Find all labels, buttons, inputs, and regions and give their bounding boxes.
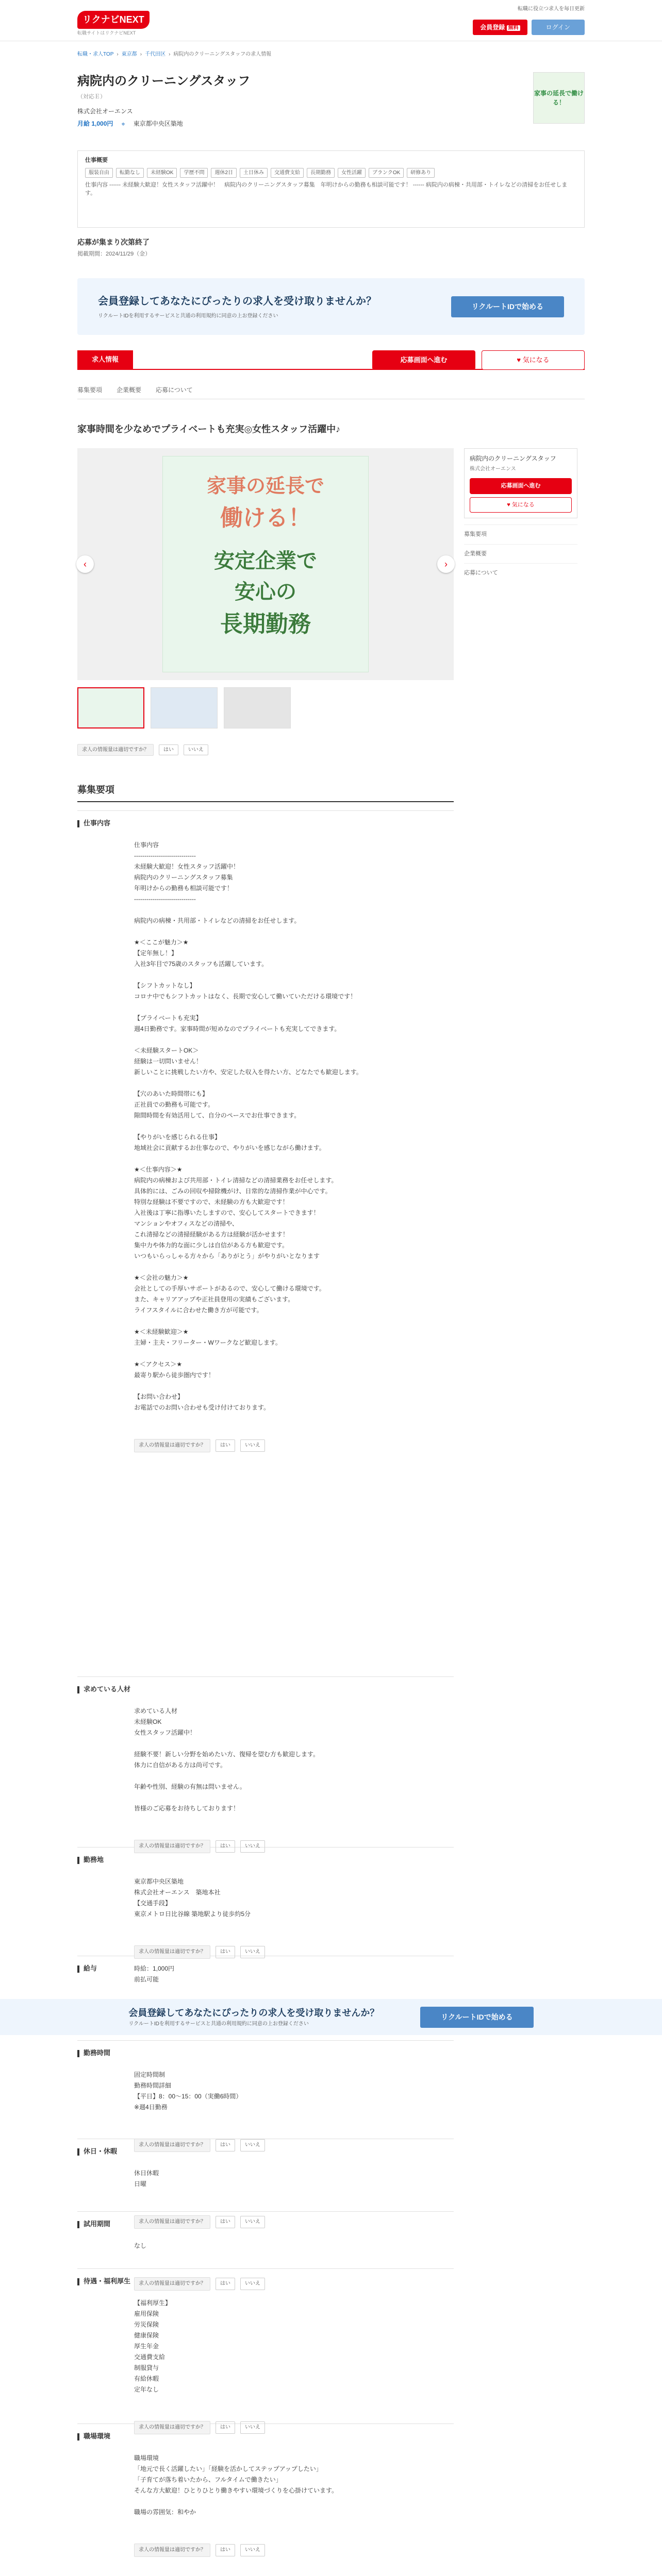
- feedback-question: 求人の情報量は適切ですか？: [77, 744, 154, 756]
- feedback-no[interactable]: いいえ: [240, 2544, 265, 2556]
- sidebar-company: 株式会社オーエンス: [470, 466, 516, 472]
- hero-image: [162, 456, 369, 672]
- breadcrumb-current: 病院内のクリーニングスタッフの求人情報: [173, 52, 272, 57]
- job-subtitle: （対応Ｅ）: [77, 94, 106, 100]
- banner-note: リクルートIDを利用するサービスと共通の利用規約に同意の上お登録ください: [98, 313, 278, 319]
- requirements-section-cont: [77, 2040, 454, 2553]
- heart-icon: ♥: [517, 356, 521, 364]
- row-text: 職場環境 「地元で長く活躍したい」「経験を活かしてステップアップしたい」 「子育てが落ち着いたから、フルタイムで働きたい」 そんな方大歓迎！ひとりひとり働きやすい環境づくりを心掛けています。 職場の雰囲気：和やか: [134, 2454, 338, 2516]
- feedback-no[interactable]: いいえ: [240, 1439, 265, 1452]
- apply-button[interactable]: 応募画面へ進む: [372, 350, 475, 370]
- floating-banner: [0, 1999, 662, 2035]
- breadcrumb: [77, 50, 271, 58]
- next-slide-icon[interactable]: ›: [437, 555, 455, 573]
- breadcrumb-sep: ›: [140, 52, 142, 57]
- req-row-hours: [77, 2040, 454, 2148]
- hero-line: 働ける！: [220, 505, 311, 531]
- feedback-question: 求人の情報量は適切ですか？: [134, 2139, 210, 2152]
- tag: 女性活躍: [338, 168, 366, 178]
- sidebar-title: 病院内のクリーニングスタッフ: [470, 455, 556, 462]
- hero-line: 長期勤務: [220, 612, 311, 637]
- row-text: 求めている人材 未経験OK 女性スタッフ活躍中！ 経験不要！新しい分野を始めたい方、復帰を望む方も歓迎します。 体力に自信がある方は尚可です。 年齢や性別、経験の有無は問いません。 皆様のご応募をお待ちしております！: [134, 1707, 320, 1812]
- req-row-person: [77, 1676, 454, 1847]
- feedback-bar: [134, 2544, 454, 2557]
- site-header: [0, 0, 662, 41]
- thumbnail-strip: [77, 687, 585, 728]
- req-row-job: [77, 810, 454, 1676]
- floating-banner-title: 会員登録してあなたにぴったりの求人を受け取りませんか？: [128, 2008, 379, 2018]
- row-text: 東京都中央区築地 株式会社オーエンス 築地本社 【交通手段】 東京メトロ日比谷線 築地駅より徒歩約5分: [134, 1878, 251, 1918]
- sidebar-card: [464, 448, 577, 518]
- row-label: 試用期間: [77, 2212, 134, 2268]
- tab-bar: [77, 350, 585, 370]
- row-text: なし: [134, 2242, 147, 2249]
- tag: 長期勤務: [307, 168, 335, 178]
- member-banner: [77, 278, 585, 335]
- requirements-section: [77, 783, 454, 1997]
- hero-line: 安心の: [235, 581, 296, 603]
- req-row-environment: [77, 2424, 454, 2553]
- slide-thumbnail[interactable]: [77, 687, 144, 728]
- feedback-no[interactable]: いいえ: [240, 1946, 265, 1958]
- keep-button[interactable]: [482, 350, 585, 370]
- logo-text: リクナビNEXT: [77, 11, 150, 29]
- row-text: 時給：1,000円 前払可能: [134, 1965, 175, 1983]
- keep-label: 気になる: [522, 356, 550, 364]
- register-badge: 無料: [507, 25, 520, 31]
- tab-apply[interactable]: 応募について: [156, 386, 193, 394]
- logo-sub: 転職サイトはリクナビNEXT: [77, 30, 136, 36]
- feedback-no[interactable]: いいえ: [184, 744, 208, 755]
- posted-date: 掲載期間：2024/11/29（金）: [77, 251, 151, 257]
- feedback-question: 求人の情報量は適切ですか？: [134, 1439, 210, 1452]
- slide-thumbnail[interactable]: [151, 687, 218, 728]
- floating-banner-note: リクルートIDを利用するサービスと共通の利用規約に同意の上お登録ください: [128, 2021, 309, 2027]
- feedback-question: 求人の情報量は適切ですか？: [134, 2421, 210, 2434]
- row-text: 【福利厚生】 雇用保険 労災保険 健康保険 厚生年金 交通費支給 制服貸与 有給休暇 定年なし: [134, 2299, 172, 2393]
- feedback-no[interactable]: いいえ: [240, 2216, 265, 2228]
- feedback-bar: [77, 744, 585, 756]
- feedback-yes[interactable]: はい: [216, 2216, 235, 2228]
- keep-label: 気になる: [511, 501, 535, 508]
- breadcrumb-sep: ›: [169, 52, 171, 57]
- feedback-yes[interactable]: はい: [216, 2421, 235, 2434]
- feedback-question: 求人の情報量は適切ですか？: [134, 1945, 210, 1959]
- row-label: 仕事内容: [77, 811, 134, 1676]
- tag: 未経験OK: [147, 168, 177, 178]
- req-row-location: [77, 1847, 454, 1956]
- row-text: 固定時間制 勤務時間詳細 【平日】8：00～15：00（実働6時間） ※週4日勤務: [134, 2071, 242, 2111]
- feedback-yes[interactable]: はい: [216, 2139, 235, 2151]
- hero-line: 家事の延長で: [206, 476, 324, 497]
- prev-slide-icon[interactable]: ‹: [76, 555, 94, 573]
- feedback-yes[interactable]: はい: [216, 1946, 235, 1958]
- row-text: 仕事内容 ------------------------------ 未経験大歓迎！女性スタッフ活躍中！ 病院内のクリーニングスタッフ募集 年明けからの勤務も相談可能です！ ------------------------------ 病院内の病棟・共用部・トイレなどの清掃をお任せします。 ★＜ここが魅力＞★ 【定年無し！】 入社3年目で75歳のスタッフも活躍しています。 【シフトカットなし】 コロナ中でもシフトカットはなく、長期で安心して働いていただける環境です！ 【プライベートも充実】 週4日勤務です。家事時間が短めなのでプライベートも充実してできます。 ＜未経験スタートOK＞ 経験は一切問いません！ 新しいことに挑戦したい方や、安定した収入を得たい方、どなたでも歓迎します。 【穴のあいた時間帯にも】 正社員での勤務も可能です。 隙間時間を有効活用して、自分のペースでお仕事できます。 【やりがいを感じられる仕事】 地域社会に貢献するお仕事なので、やりがいを感じながら働けます。 ★＜仕事内容＞★ 病院内の病棟および共用部・トイレ清掃などの清掃業務をお任せします。 具体的には、ごみの回収や掃除機がけ、日常的な清掃作業が中心です。 特別な経験は不要ですので、未経験の方も大歓迎です！ 入社後は丁寧に指導いたしますので、安心してスタートできます！ マンションやオフィスなどの清掃や、 これ清掃などの清掃経験がある方は経験が活かせます！ 集中力や体力的な面に少しは自信がある方も歓迎です。 いつもいらっしゃる方々から「ありがとう」がやりがいとなります ★＜会社の魅力＞★ 会社としての手厚いサポートがあるので、安心して働ける環境です。 また、キャリアアップや正社員登用の実績もございます。 ライフスタイルに合わせた働き方が可能です。 ★＜未経験歓迎＞★ 主婦・主夫・フリーター・Wワークなど歓迎します。 ★＜アクセス＞★ 最寄り駅から徒歩圏内です！ 【お問い合わせ】 お電話でのお問い合わせも受け付けております。: [134, 841, 362, 1411]
- tag: 研修あり: [407, 168, 435, 178]
- tab-requirements[interactable]: 募集要項: [77, 386, 103, 394]
- row-label: 求めている人材: [77, 1677, 134, 1847]
- row-label: 勤務時間: [77, 2041, 134, 2139]
- breadcrumb-item[interactable]: 東京都: [121, 52, 137, 57]
- row-label: 職場環境: [77, 2424, 134, 2548]
- tab-job-info[interactable]: 求人情報: [77, 350, 133, 369]
- sidebar-link[interactable]: 応募について: [464, 563, 577, 583]
- tag-list: [85, 168, 577, 178]
- feedback-bar: [134, 1439, 454, 1452]
- sidebar-keep-button[interactable]: [470, 497, 572, 513]
- hero-line: 安定企業で: [214, 550, 317, 572]
- banner-title: 会員登録してあなたにぴったりの求人を受け取りませんか？: [98, 295, 376, 307]
- breadcrumb-item[interactable]: 転職・求人TOP: [77, 52, 114, 57]
- tag: 週休2日: [211, 168, 237, 178]
- deadline-label: 応募が集まり次第終了: [77, 238, 150, 246]
- company-name[interactable]: 株式会社オーエンス: [77, 107, 133, 115]
- feedback-yes[interactable]: はい: [216, 1439, 235, 1452]
- site-logo[interactable]: [77, 9, 165, 30]
- row-label: 勤務地: [77, 1848, 134, 1956]
- breadcrumb-item[interactable]: 千代田区: [145, 52, 166, 57]
- feedback-yes[interactable]: はい: [216, 2544, 235, 2556]
- sidebar-link[interactable]: 募集要項: [464, 524, 577, 544]
- sidebar-links: [464, 524, 577, 583]
- summary-text: 仕事内容 ------ 未経験大歓迎！女性スタッフ活躍中！ 病院内のクリーニングスタッフ募集 年明けからの勤務も相談可能です！ ------ 病院内の病棟・共用部・トイレなどの清掃をお任せします。: [85, 181, 568, 196]
- feedback-question: 求人の情報量は適切ですか？: [134, 2277, 210, 2291]
- floating-recruit-id-button[interactable]: リクルートIDで始める: [420, 2007, 533, 2028]
- sidebar-link[interactable]: 企業概要: [464, 544, 577, 564]
- tag: 服装自由: [85, 168, 113, 178]
- feedback-no[interactable]: いいえ: [240, 2278, 265, 2290]
- tag: 交通費支給: [271, 168, 304, 178]
- feedback-no[interactable]: いいえ: [240, 1840, 265, 1853]
- hero-slider: [77, 448, 454, 680]
- row-label: 待遇・福利厚生: [77, 2269, 134, 2424]
- row-text: 休日休暇 日曜: [134, 2170, 159, 2188]
- feedback-question: 求人の情報量は適切ですか？: [134, 2544, 210, 2557]
- feedback-no[interactable]: いいえ: [240, 2139, 265, 2151]
- feedback-no[interactable]: いいえ: [240, 2421, 265, 2434]
- header-note: 転職に役立つ求人を毎日更新: [518, 6, 585, 12]
- heart-icon: ♥: [507, 501, 510, 508]
- requirements-title: 募集要項: [77, 783, 454, 802]
- register-button[interactable]: [473, 20, 527, 35]
- tag: 学歴不問: [180, 168, 208, 178]
- salary: 月給 1,000円: [77, 120, 113, 127]
- login-button[interactable]: ログイン: [532, 20, 585, 35]
- job-title: 病院内のクリーニングスタッフ: [77, 74, 251, 88]
- breadcrumb-sep: ›: [117, 52, 119, 57]
- job-header: [77, 72, 585, 129]
- feedback-question: 求人の情報量は適切ですか？: [134, 2215, 210, 2229]
- job-thumbnail: 家事の延長で働ける！: [533, 72, 585, 124]
- tag: 転勤なし: [116, 168, 144, 178]
- tab-company[interactable]: 企業概要: [117, 386, 142, 394]
- feedback-yes[interactable]: はい: [216, 1840, 235, 1853]
- feedback-yes[interactable]: はい: [216, 2278, 235, 2290]
- register-label: 会員登録: [480, 24, 505, 31]
- recruit-id-button[interactable]: リクルートIDで始める: [451, 296, 564, 317]
- sub-tabs: [77, 385, 585, 399]
- summary-title: 仕事概要: [85, 157, 108, 163]
- req-row-salary: [77, 1956, 454, 1997]
- row-label: 休日・休暇: [77, 2139, 134, 2211]
- req-row-benefits: [77, 2268, 454, 2430]
- location: 東京都中央区築地: [133, 120, 183, 127]
- job-summary-box: [77, 150, 585, 228]
- sidebar-apply-button[interactable]: 応募画面へ進む: [470, 478, 572, 494]
- sidebar: [464, 448, 577, 583]
- slide-thumbnail[interactable]: [224, 687, 291, 728]
- tag: 土日休み: [240, 168, 268, 178]
- deadline: [77, 237, 585, 259]
- location-pin-icon: ⌖: [121, 120, 125, 128]
- feedback-question: 求人の情報量は適切ですか？: [134, 1840, 210, 1853]
- tag: ブランクOK: [369, 168, 404, 178]
- row-label: 給与: [77, 1956, 134, 1997]
- headline: 家事時間を少なめでプライベートも充実◎女性スタッフ活躍中♪: [77, 424, 341, 434]
- feedback-yes[interactable]: はい: [159, 744, 178, 755]
